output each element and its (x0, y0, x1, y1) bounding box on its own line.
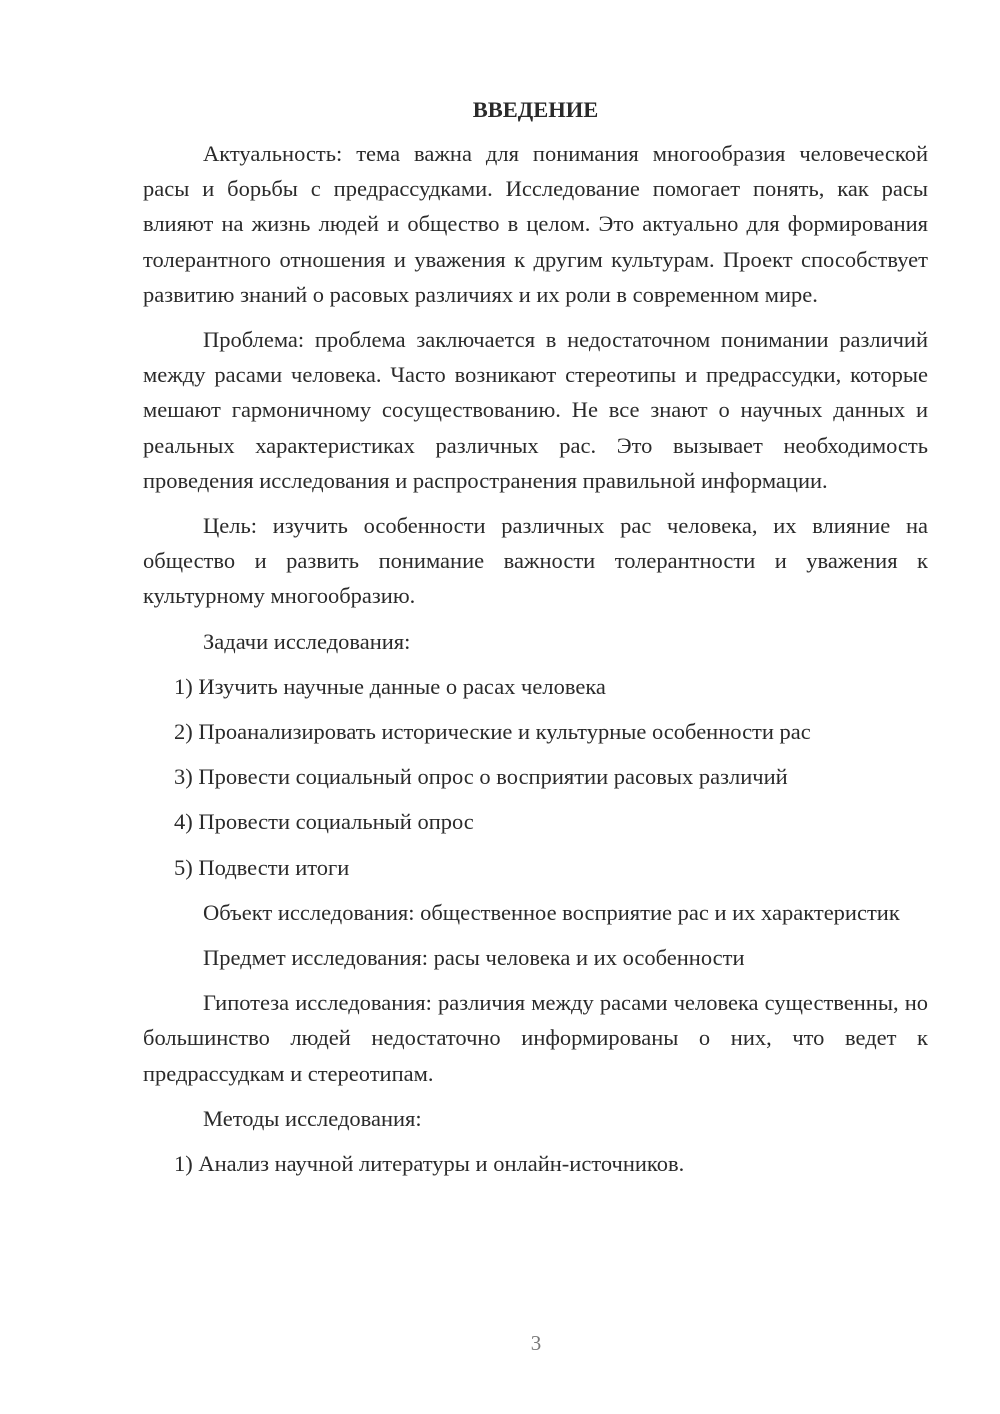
methods-list (143, 1146, 928, 1181)
page-number: 3 (530, 1331, 542, 1355)
tasks-heading: Задачи исследования: (203, 628, 411, 654)
list-item: 3) Провести социальный опрос о восприятии расовых различий (174, 764, 788, 790)
list-item: 1) Анализ научной литературы и онлайн-источников. (174, 1151, 685, 1177)
methods-heading: Методы исследования: (203, 1105, 422, 1131)
subject-paragraph: Предмет исследования: расы человека и их особенности (203, 945, 745, 971)
page-title: ВВЕДЕНИЕ (472, 97, 599, 122)
object-paragraph: Объект исследования: общественное восприятие рас и их характеристик (203, 899, 900, 925)
goal-paragraph: Цель: изучить особенности различных рас человека, их влияние на общество и развить понимание важности толерантности и уважения к культурному многообразию. (143, 513, 928, 609)
list-item: 2) Проанализировать исторические и культурные особенности рас (174, 719, 811, 745)
document-body (143, 92, 928, 1191)
list-item: 4) Провести социальный опрос (174, 809, 474, 835)
problem-paragraph: Проблема: проблема заключается в недостаточном понимании различий между расами человека. Часто возникают стереотипы и предрассудки, которые мешают гармоничному сосуществованию. Не все знают о научных данных и реальных характеристиках различных рас. Это вызывает необходимость проведения исследования и распространения правильной информации. (143, 327, 928, 493)
hypothesis-paragraph: Гипотеза исследования: различия между расами человека существенны, но большинство людей недостаточно информированы о них, что ведет к предрассудкам и стереотипам. (143, 990, 928, 1086)
list-item: 5) Подвести итоги (174, 854, 350, 880)
list-item: 1) Изучить научные данные о расах человека (174, 673, 606, 699)
tasks-list (143, 669, 928, 885)
relevance-paragraph: Актуальность: тема важна для понимания многообразия человеческой расы и борьбы с предрассудками. Исследование помогает понять, как расы влияют на жизнь людей и общество в целом. Это актуально для формирования толерантного отношения и уважения к другим культурам. Проект способствует развитию знаний о расовых различиях и их роли в современном мире. (143, 141, 928, 307)
